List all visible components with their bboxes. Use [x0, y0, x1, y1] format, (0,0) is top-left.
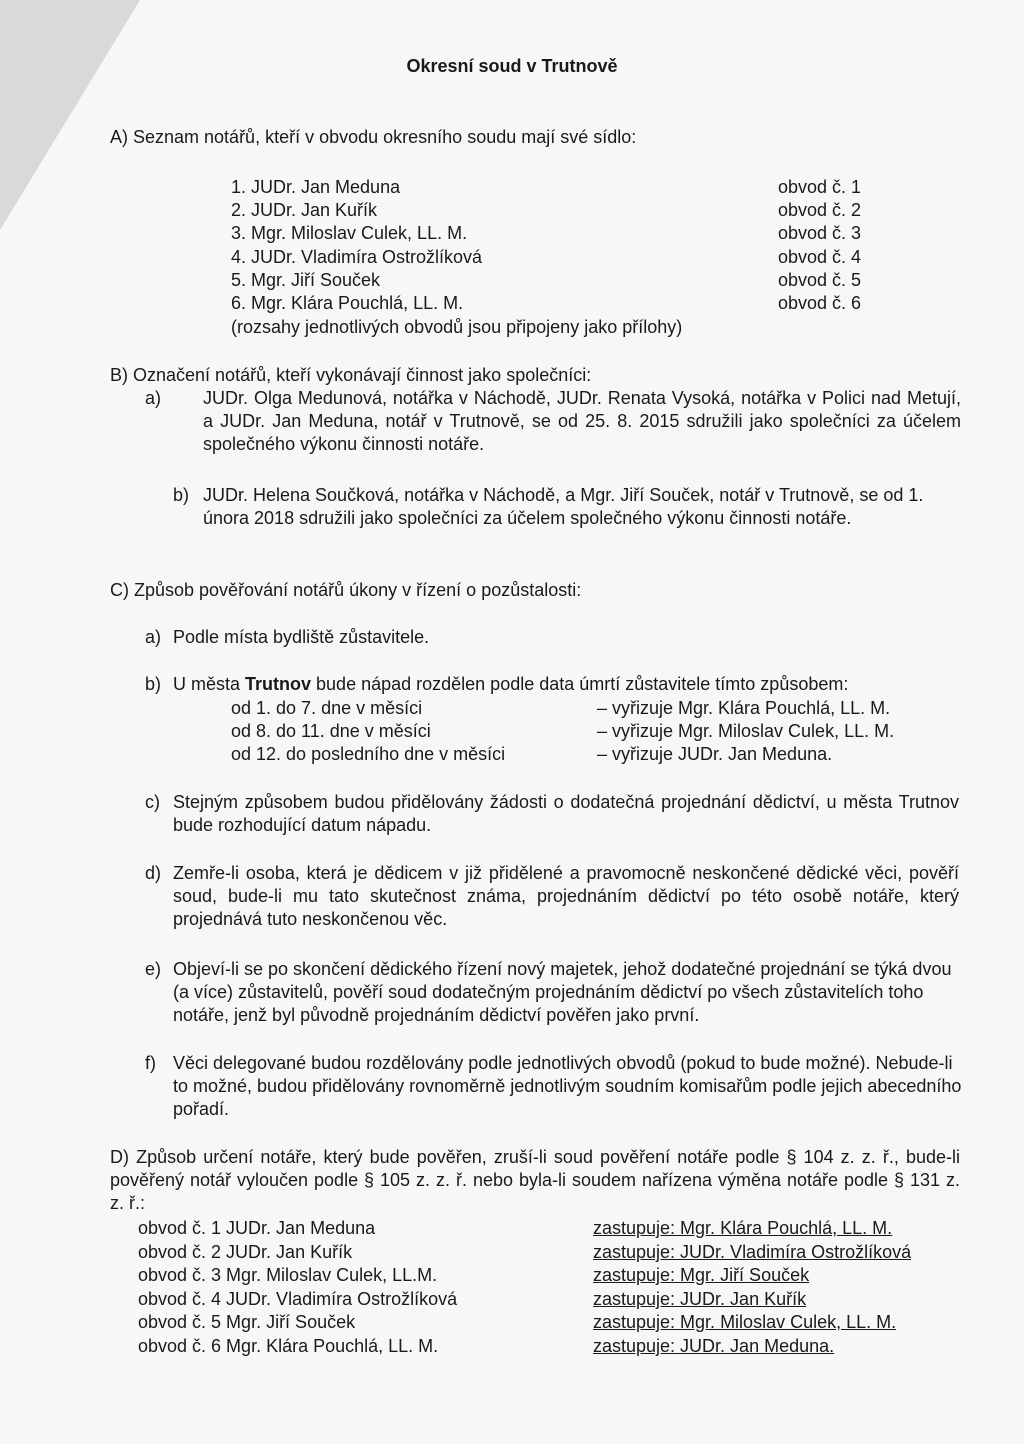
substitute-district: obvod č. 1 JUDr. Jan Meduna	[138, 1218, 376, 1238]
item-label: a)	[145, 627, 162, 647]
notary-name: 1. JUDr. Jan Meduna	[231, 177, 401, 197]
substitute-notary: zastupuje: JUDr. Vladimíra Ostrožlíková	[593, 1242, 912, 1262]
substitute-district: obvod č. 6 Mgr. Klára Pouchlá, LL. M.	[138, 1336, 439, 1356]
section-b-item-a: JUDr. Olga Medunová, notářka v Náchodě, JUDr. Renata Vysoká, notářka v Polici nad Metují, a JUDr. Jan Meduna, notář v Trutnově, se od 25. 8. 2015 sdružili jako společníci za účelem společného výkonu činnosti notáře.	[203, 388, 961, 454]
city-name: Trutnov	[245, 674, 312, 694]
schedule-days: od 1. do 7. dne v měsíci	[231, 698, 423, 718]
substitute-notary: zastupuje: JUDr. Jan Meduna.	[593, 1336, 835, 1356]
item-label: b)	[145, 674, 162, 694]
section-c-item-d: Zemře-li osoba, která je dědicem v již přidělené a pravomocně neskončené dědické věci, pověří soud, bude-li mu tato skutečnost známa, projednáním dědictví po této osobě notáře, který projednává tuto neskončenou věc.	[173, 863, 959, 929]
page-title: Okresní soud v Trutnově	[406, 56, 618, 76]
notary-district: obvod č. 2	[778, 200, 862, 220]
section-c-item-f: Věci delegované budou rozdělovány podle jednotlivých obvodů (pokud to bude možné). Nebude-li to možné, budou přidělovány rovnoměrně jednotlivým soudním komisařům podle jejich abecedního pořadí.	[173, 1053, 962, 1119]
notary-name: 5. Mgr. Jiří Souček	[231, 270, 381, 290]
substitute-district: obvod č. 5 Mgr. Jiří Souček	[138, 1312, 356, 1332]
schedule-notary: – vyřizuje Mgr. Miloslav Culek, LL. M.	[597, 721, 895, 741]
substitute-district: obvod č. 3 Mgr. Miloslav Culek, LL.M.	[138, 1265, 438, 1285]
substitute-notary: zastupuje: JUDr. Jan Kuřík	[593, 1289, 807, 1309]
item-label: a)	[145, 388, 162, 408]
section-c-heading: C) Způsob pověřování notářů úkony v řízení o pozůstalosti:	[110, 580, 582, 600]
folded-corner	[0, 0, 140, 230]
substitute-district: obvod č. 2 JUDr. Jan Kuřík	[138, 1242, 353, 1262]
substitute-notary: zastupuje: Mgr. Klára Pouchlá, LL. M.	[593, 1218, 893, 1238]
section-a-note: (rozsahy jednotlivých obvodů jsou připojeny jako přílohy)	[231, 317, 683, 337]
substitute-notary: zastupuje: Mgr. Jiří Souček	[593, 1265, 810, 1285]
section-c-item-a: Podle místa bydliště zůstavitele.	[173, 627, 430, 647]
schedule-days: od 12. do posledního dne v měsíci	[231, 744, 506, 764]
notary-district: obvod č. 6	[778, 293, 862, 313]
item-label: e)	[145, 959, 162, 979]
notary-name: 2. JUDr. Jan Kuřík	[231, 200, 378, 220]
section-b-item-b: JUDr. Helena Součková, notářka v Náchodě, a Mgr. Jiří Souček, notář v Trutnově, se od 1. února 2018 sdružili jako společníci za účelem společného výkonu činnosti notáře.	[203, 485, 924, 528]
notary-name: 3. Mgr. Miloslav Culek, LL. M.	[231, 223, 468, 243]
substitute-district: obvod č. 4 JUDr. Vladimíra Ostrožlíková	[138, 1289, 458, 1309]
notary-district: obvod č. 1	[778, 177, 862, 197]
section-c-item-b: U města Trutnov bude nápad rozdělen podle data úmrtí zůstavitele tímto způsobem:	[173, 674, 849, 694]
section-b-heading: B) Označení notářů, kteří vykonávají činnost jako společníci:	[110, 365, 592, 385]
item-label: f)	[145, 1053, 156, 1073]
schedule-notary: – vyřizuje Mgr. Klára Pouchlá, LL. M.	[597, 698, 891, 718]
item-label: b)	[173, 485, 190, 505]
section-c-item-e: Objeví-li se po skončení dědického řízení nový majetek, jehož dodatečné projednání se týká dvou (a více) zůstavitelů, pověří soud dodatečným projednáním dědictví po všech zůstavitelích toho notáře, jenž byl původně projednáním dědictví pověřen jako první.	[173, 959, 952, 1025]
item-label: d)	[145, 863, 162, 883]
notary-name: 4. JUDr. Vladimíra Ostrožlíková	[231, 247, 483, 267]
notary-district: obvod č. 5	[778, 270, 862, 290]
item-label: c)	[145, 792, 160, 812]
schedule-days: od 8. do 11. dne v měsíci	[231, 721, 431, 741]
notary-district: obvod č. 4	[778, 247, 862, 267]
section-c-item-c: Stejným způsobem budou přidělovány žádosti o dodatečná projednání dědictví, u města Trutnov bude rozhodující datum nápadu.	[173, 792, 959, 835]
section-a-heading: A) Seznam notářů, kteří v obvodu okresního soudu mají své sídlo:	[110, 127, 637, 147]
substitute-notary: zastupuje: Mgr. Miloslav Culek, LL. M.	[593, 1312, 897, 1332]
notary-name: 6. Mgr. Klára Pouchlá, LL. M.	[231, 293, 464, 313]
schedule-notary: – vyřizuje JUDr. Jan Meduna.	[597, 744, 833, 764]
section-d-heading: D) Způsob určení notáře, který bude pověřen, zruší-li soud pověření notáře podle § 104 z. z. ř., bude-li pověřený notář vyloučen podle § 105 z. z. ř. nebo byla-li soudem nařízena výměna notáře podle § 131 z. z. ř.:	[110, 1147, 960, 1213]
notary-district: obvod č. 3	[778, 223, 862, 243]
